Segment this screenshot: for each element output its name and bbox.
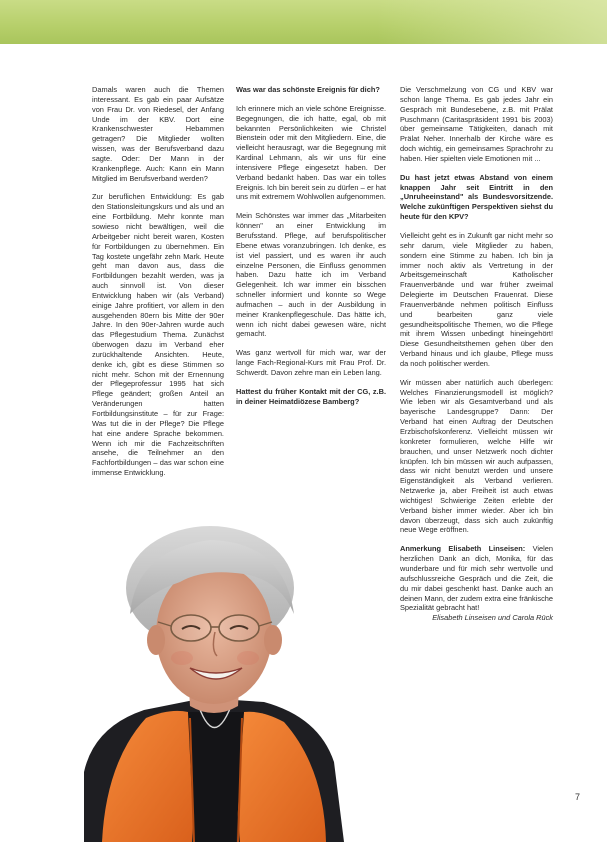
paragraph: Wir müssen aber natürlich auch überlegen: Welches Finanzierungsmodell ist möglich? Wie leben wir als Gesamtverband und als bayerische Landesgruppe? Dann: Der Verband hat einen Auftrag der Deutschen Erzbischofskonferenz. Vielleicht müssen wir konkreter formulieren, welche Hilfe wir brauchen, und unser Netzwerk noch dichter knüpfen. Ich bin müssen wir auch aufpassen, dass wir nicht benutzt werden und unsere Eigenständigkeit als Verband verlieren. Netzwerke ja, aber Freiheit ist auch etwas wichtiges! Schwierige Zeiten erlebte der Verband bisher immer wieder. Aber ich bin davon überzeugt, dass sich auch zukünftig neue Wege eröffnen. — [400, 377, 553, 535]
note-heading: Anmerkung Elisabeth Linseisen: — [400, 544, 526, 554]
question-heading: Was war das schönste Ereignis für dich? — [236, 85, 380, 94]
question-heading: Hattest du früher Kontakt mit der CG, z.B. in deiner Heimatdiözese Bamberg? — [236, 386, 386, 406]
signature-line: Elisabeth Linseisen und Carola Rück — [432, 613, 553, 623]
column-1 — [92, 85, 224, 487]
portrait-photo-icon — [84, 522, 344, 842]
paragraph: Ich erinnere mich an viele schöne Ereignisse. Begegnungen, die ich hatte, egal, ob mit bekannten Persönlichkeiten wie Christel Bienstein oder mit den Mitgliedern. Eine, die vielleicht herausragt, war die Begegnung mit Kardinal Lehmann, als wir uns für eine intensivere Pflege eingesetzt haben. Der Verband bedankt haben. Das war ein tolles Ereignis. Ich bin bereit sein zu dürfen – er hat uns mit extremem Wohlwollen aufgenommen. — [236, 103, 386, 202]
paragraph: Damals waren auch die Themen interessant. Es gab ein paar Aufsätze von Frau Dr. von Riedesel, der Anfang Unde im der KBV. Dort eine Krankenschwester Hebammen getragen? Die Mitglieder wollten wissen, was der Berufsverband dazu sagte. Oder: Der Mann in der Krankenpflege. Auch: Kann ein Mann Mitglied im Berufsverband werden? — [92, 85, 224, 183]
paragraph: Mein Schönstes war immer das „Mitarbeiten können" an einer Entwicklung im Berufsstand. Pflege, auf berufspolitischer Ebene etwas voranzubringen. Ich denke, es ist viel passiert, und es waren ihr auch einzelne Personen, die Einfluss genommen haben. Dazu hatte ich im Verband Gelegenheit. Ich war immer ein bisschen schneller informiert und konnte so Wege aufmachen – auch in der Ausbildung in meiner Krankenpflegeschule. Das hätte ich, wenn ich nicht dabei gewesen wäre, nicht gemacht. — [236, 211, 386, 339]
column-3 — [400, 85, 553, 632]
top-green-band — [0, 0, 607, 44]
paragraph: Was ganz wertvoll für mich war, war der lange Fach-Regional-Kurs mit Frau Prof. Dr. Schwerdt. Davon zehre man ein Leben lang. — [236, 348, 386, 377]
paragraph: Vielleicht geht es in Zukunft gar nicht mehr so sehr darum, viele Mitglieder zu haben, sondern eine Stimme zu haben. Ich bin ja immer noch aktiv als Vertretung in der Arbeitsgemeinschaft Katholischer Frauenverbände und war früher zweimal Delegierte im Deutschen Frauenrat. Diese Frauenverbände nehmen politisch Einfluss und bearbeiten ganz viele gesundheitspolitische Themen, wo die Pflege mit ihrem Wissen unbedingt hineingehört! Diese Gesundheitsthemen gehen über den Verband hinaus und ich glaube, Pflege muss da noch politischer werden. — [400, 230, 553, 368]
question-heading: Du hast jetzt etwas Abstand von einem knappen Jahr seit Eintritt in den „Unruheeinstand" als Bundesvorsitzende. Welche zukünftigen Perspektiven siehst du heute für den KPV? — [400, 172, 553, 222]
paragraph: Zur beruflichen Entwicklung: Es gab den Stationsleitungskurs und als und an eine Fortbildung. Mehr konnte man sowieso nicht bewältigen, weil die Arbeitgeber nicht bereit waren, Kosten für Fortbildungen zu übernehmen. Ein Tag kostete ungefähr zehn Mark. Heute geht man davon aus, dass die Fortbildungen bezahlt werden, was ja auch sinnvoll ist. Von dieser Entwicklung haben wir (als Verband) einige Jahre profitiert, vor allem in den ausgehenden 80ern bis Mitte der 90er Jahre. In den 90er-Jahren wurde auch das Pflegestudium Thema. Zunächst überwogen dazu im Verband eher zurückhaltende Ansichten. Heute, denke ich, gibt es diese Stimmen so nicht mehr. Schon mit der Ernennung der Pflegeprofessur 1995 hat sich Pflege geändert; großen Anteil an Veränderungen hatten Fortbildungsinstitute – für zur Frage: Was tut die in der Pflege? Die Pflege hat eine andere Sprache bekommen. Wenn ich mir die Fachzeitschriften ansehe, die Teilnehmer an den Fachfortbildungen – das war schon eine immense Entwicklung. — [92, 192, 224, 478]
column-2 — [236, 85, 386, 415]
page-number: 7 — [575, 792, 581, 802]
note-box — [400, 544, 553, 613]
paragraph: Die Verschmelzung von CG und KBV war schon lange Thema. Es gab jedes Jahr ein Gespräch mit Bundesebene, z.B. mit Prälat Puschmann (Caritaspräsident 1991 bis 2003) über gemeinsame Tätigkeiten, danach mit Prälat Neher. Innerhalb der Kirche wäre es doch wichtig, ein gemeinsames Sprachrohr zu haben. Hier spielten viele Emotionen mit ... — [400, 85, 553, 163]
note-text: Vielen herzlichen Dank an dich, Monika, für das wunderbare und für mich sehr wertvolle und aufschlussreiche Gespräch und die Zeit, die du mir dabei geschenkt hast. Danke auch an deinen Mann, der zudem extra eine fränkische Spezialität gebracht hat! — [400, 544, 553, 613]
